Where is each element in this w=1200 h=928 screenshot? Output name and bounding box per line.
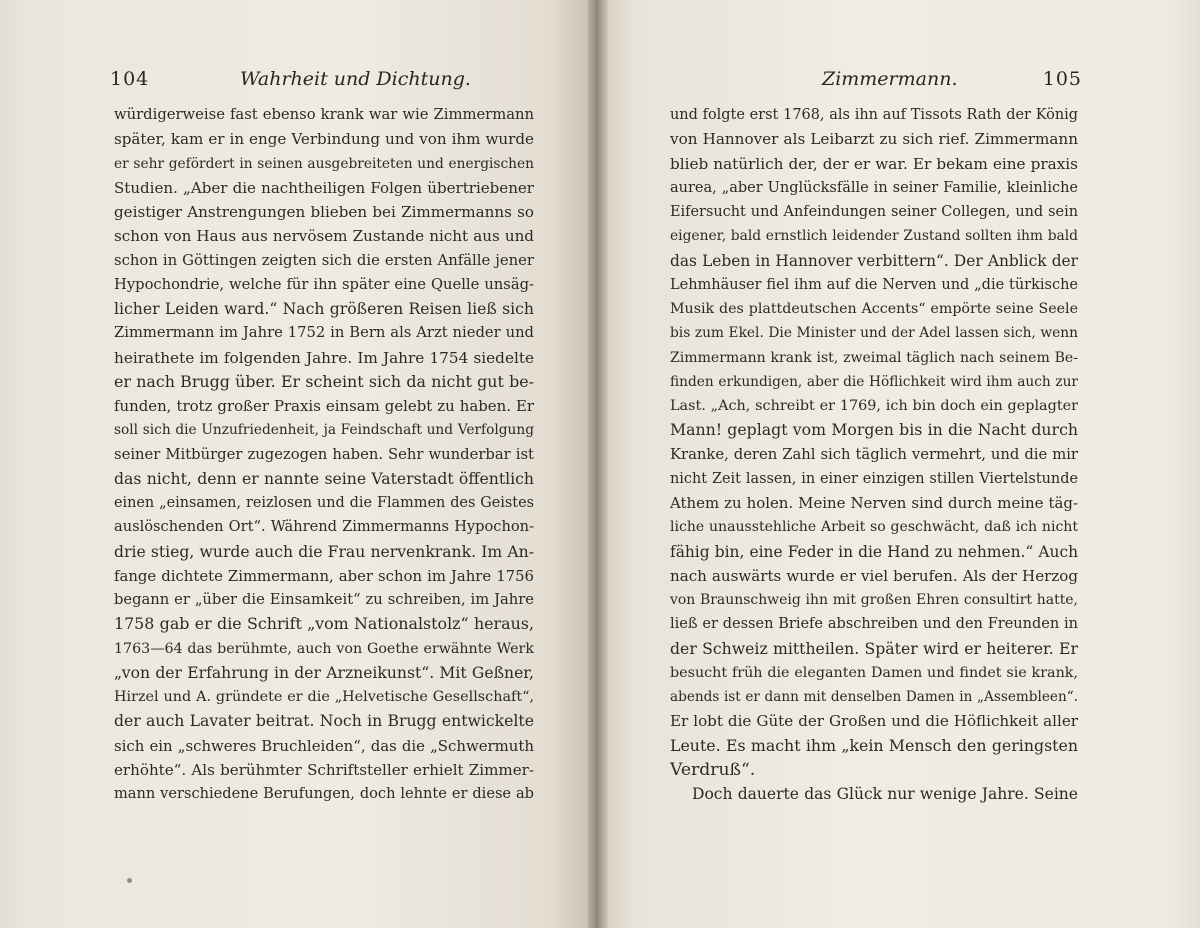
text-line: auslöschenden Ort“. Während Zimmermanns Hypochon- xyxy=(114,518,534,536)
left-page xyxy=(0,0,596,928)
text-line: nicht Zeit lassen, in einer einzigen stillen Viertelstunde xyxy=(670,470,1078,487)
right-page-number: 105 xyxy=(1042,68,1082,90)
text-line: er sehr gefördert in seinen ausgebreiteten und energischen xyxy=(114,155,534,172)
text-line: mann verschiedene Berufungen, doch lehnte er diese ab xyxy=(114,785,534,802)
text-line: Hirzel und A. gründete er die „Helvetische Gesellschaft“, xyxy=(114,689,534,705)
text-line: fähig bin, eine Feder in die Hand zu nehmen.“ Auch xyxy=(670,542,1078,561)
text-line: Lehmhäuser fiel ihm auf die Nerven und „die türkische xyxy=(670,276,1078,293)
text-line: besucht früh die eleganten Damen und findet sie krank, xyxy=(670,664,1078,681)
text-line: blieb natürlich der, der er war. Er bekam eine praxis xyxy=(670,154,1078,173)
text-line: „von der Erfahrung in der Arzneikunst“. Mit Geßner, xyxy=(114,663,534,682)
text-line: liche unausstehliche Arbeit so geschwächt, daß ich nicht xyxy=(670,519,1078,536)
text-line: eigener, bald ernstlich leidender Zustand sollten ihm bald xyxy=(670,228,1078,245)
text-line: erhöhte“. Als berühmter Schriftsteller erhielt Zimmer- xyxy=(114,760,534,779)
text-line: einen „einsamen, reizlosen und die Flammen des Geistes xyxy=(114,495,534,511)
text-line: Leute. Es macht ihm „kein Mensch den geringsten xyxy=(670,735,1078,755)
text-line: ließ er dessen Briefe abschreiben und den Freunden in xyxy=(670,616,1078,633)
text-line: würdigerweise fast ebenso krank war wie Zimmermann xyxy=(114,106,534,123)
text-line: begann er „über die Einsamkeit“ zu schreiben, im Jahre xyxy=(114,591,534,608)
text-line: licher Leiden ward.“ Nach größeren Reisen ließ sich xyxy=(114,299,534,318)
left-body-text xyxy=(114,103,534,806)
text-line: Doch dauerte das Glück nur wenige Jahre. Seine xyxy=(692,785,1078,803)
text-line: schon von Haus aus nervösem Zustande nicht aus und xyxy=(114,227,534,246)
text-line: das Leben in Hannover verbittern“. Der Anblick der xyxy=(670,251,1078,270)
right-body-text xyxy=(670,103,1078,806)
text-line: sich ein „schweres Bruchleiden“, das die „Schwermuth xyxy=(114,736,534,755)
text-line: Mann! geplagt vom Morgen bis in die Nacht durch xyxy=(670,420,1078,440)
text-line: nach auswärts wurde er viel berufen. Als der Herzog xyxy=(670,566,1078,585)
text-line: das nicht, denn er nannte seine Vaterstadt öffentlich xyxy=(114,468,534,488)
text-line: fange dichtete Zimmermann, aber schon im Jahre 1756 xyxy=(114,566,534,585)
text-line: 1758 gab er die Schrift „vom Nationalstolz“ heraus, xyxy=(114,614,534,634)
left-page-header xyxy=(110,64,540,94)
text-line: Hypochondrie, welche für ihn später eine Quelle unsäg- xyxy=(114,275,534,293)
text-line: von Braunschweig ihn mit großen Ehren consultirt hatte, xyxy=(670,592,1078,608)
text-line: später, kam er in enge Verbindung und von ihm wurde xyxy=(114,130,534,149)
text-line: Kranke, deren Zahl sich täglich vermehrt, und die mir xyxy=(670,445,1078,463)
text-line: der Schweiz mittheilen. Später wird er heiterer. Er xyxy=(670,638,1078,658)
text-line: Zimmermann im Jahre 1752 in Bern als Arzt nieder und xyxy=(114,324,534,342)
text-line: bis zum Ekel. Die Minister und der Adel lassen sich, wenn xyxy=(670,325,1078,342)
right-page-header xyxy=(822,64,1082,94)
text-line: aurea, „aber Unglücksfälle in seiner Familie, kleinliche xyxy=(670,179,1078,196)
text-line: Last. „Ach, schreibt er 1769, ich bin doch ein geplagter xyxy=(670,398,1078,414)
text-line: 1763—64 das berühmte, auch von Goethe erwähnte Werk xyxy=(114,640,534,657)
text-line: geistiger Anstrengungen blieben bei Zimmermanns so xyxy=(114,203,534,221)
text-line: von Hannover als Leibarzt zu sich rief. Zimmermann xyxy=(670,130,1078,149)
right-running-head: Zimmermann. xyxy=(822,68,958,90)
text-line: heirathete im folgenden Jahre. Im Jahre 1754 siedelte xyxy=(114,348,534,367)
text-line: Verdruß“. xyxy=(670,759,756,780)
text-line: Zimmermann krank ist, zweimal täglich nach seinem Be- xyxy=(670,349,1078,366)
text-line: Studien. „Aber die nachtheiligen Folgen übertriebener xyxy=(114,178,534,197)
text-line: Musik des plattdeutschen Accents“ empörte seine Seele xyxy=(670,301,1078,317)
text-line: er nach Brugg über. Er scheint sich da nicht gut be- xyxy=(114,371,534,391)
text-line: seiner Mitbürger zugezogen haben. Sehr wunderbar ist xyxy=(114,445,534,463)
text-line: soll sich die Unzufriedenheit, ja Feindschaft und Verfolgung xyxy=(114,422,534,439)
text-line: und folgte erst 1768, als ihn auf Tissots Rath der König xyxy=(670,107,1078,123)
text-line: Eifersucht und Anfeindungen seiner Collegen, und sein xyxy=(670,204,1078,220)
text-line: Er lobt die Güte der Großen und die Höflichkeit aller xyxy=(670,712,1078,731)
text-line: finden erkundigen, aber die Höflichkeit wird ihm auch zur xyxy=(670,373,1078,390)
right-page xyxy=(600,0,1200,928)
left-running-head: Wahrheit und Dichtung. xyxy=(240,68,471,90)
text-line: schon in Göttingen zeigten sich die ersten Anfälle jener xyxy=(114,251,534,269)
text-line: Athem zu holen. Meine Nerven sind durch meine täg- xyxy=(670,494,1078,512)
book-gutter xyxy=(588,0,608,928)
text-line: abends ist er dann mit denselben Damen in „Assembleen“. xyxy=(670,689,1078,705)
text-line: funden, trotz großer Praxis einsam gelebt zu haben. Er xyxy=(114,397,534,415)
left-page-number: 104 xyxy=(110,68,150,90)
text-line: der auch Lavater beitrat. Noch in Brugg entwickelte xyxy=(114,711,534,731)
page-speck xyxy=(127,878,132,883)
text-line: drie stieg, wurde auch die Frau nervenkrank. Im An- xyxy=(114,542,534,561)
